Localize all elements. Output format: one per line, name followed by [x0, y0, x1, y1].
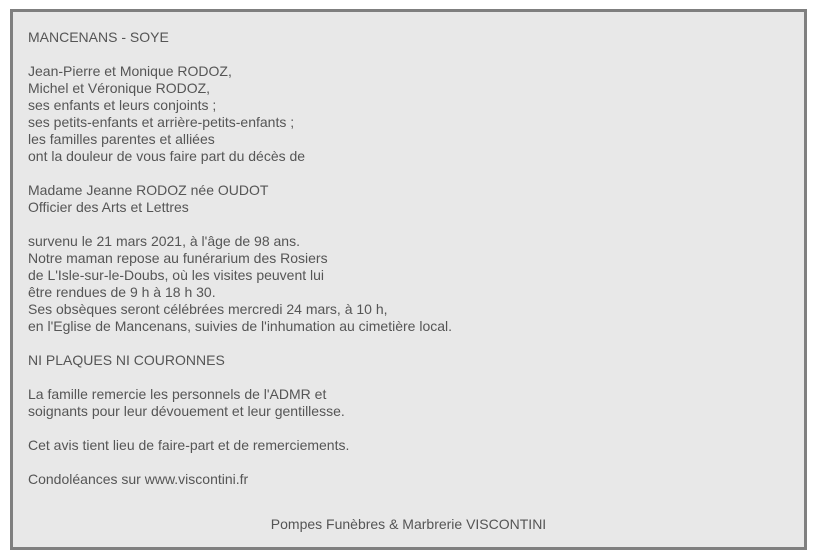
condolences-paragraph — [28, 471, 788, 488]
details-line: en l'Eglise de Mancenans, suivies de l'inhumation au cimetière local. — [28, 318, 453, 334]
details-line: être rendues de 9 h à 18 h 30. — [28, 284, 216, 300]
family-line: ses petits-enfants et arrière-petits-enfants ; — [28, 114, 295, 130]
condolences-text: Condoléances sur www.viscontini.fr — [28, 471, 249, 487]
family-line: ont la douleur de vous faire part du décès de — [28, 148, 306, 164]
no-flowers-text: NI PLAQUES NI COURONNES — [28, 352, 225, 368]
family-line: les familles parentes et alliées — [28, 131, 215, 147]
funeral-home-footer: Pompes Funèbres & Marbrerie VISCONTINI — [270, 516, 547, 532]
family-line: Jean-Pierre et Monique RODOZ, — [28, 63, 232, 79]
details-line: Ses obsèques seront célébrées mercredi 24 mars, à 10 h, — [28, 301, 388, 317]
notice-heading — [28, 29, 788, 46]
obituary-notice — [10, 9, 807, 550]
thanks-line: soignants pour leur dévouement et leur gentillesse. — [28, 403, 345, 419]
thanks-line: La famille remercie les personnels de l'ADMR et — [28, 386, 327, 402]
heading-text: MANCENANS - SOYE — [28, 29, 169, 45]
thanks-paragraph — [28, 386, 788, 420]
deceased-name: Madame Jeanne RODOZ née OUDOT — [28, 182, 269, 198]
no-flowers-paragraph — [28, 352, 788, 369]
notice-content — [28, 29, 788, 505]
deceased-paragraph — [28, 182, 788, 216]
details-line: Notre maman repose au funérarium des Rosiers — [28, 250, 328, 266]
closing-text: Cet avis tient lieu de faire-part et de remerciements. — [28, 437, 350, 453]
closing-paragraph — [28, 437, 788, 454]
details-line: survenu le 21 mars 2021, à l'âge de 98 ans. — [28, 233, 300, 249]
deceased-title: Officier des Arts et Lettres — [28, 199, 189, 215]
family-line: Michel et Véronique RODOZ, — [28, 80, 211, 96]
details-paragraph — [28, 233, 788, 335]
details-line: de L'Isle-sur-le-Doubs, où les visites peuvent lui — [28, 267, 325, 283]
family-paragraph — [28, 63, 788, 165]
family-line: ses enfants et leurs conjoints ; — [28, 97, 217, 113]
